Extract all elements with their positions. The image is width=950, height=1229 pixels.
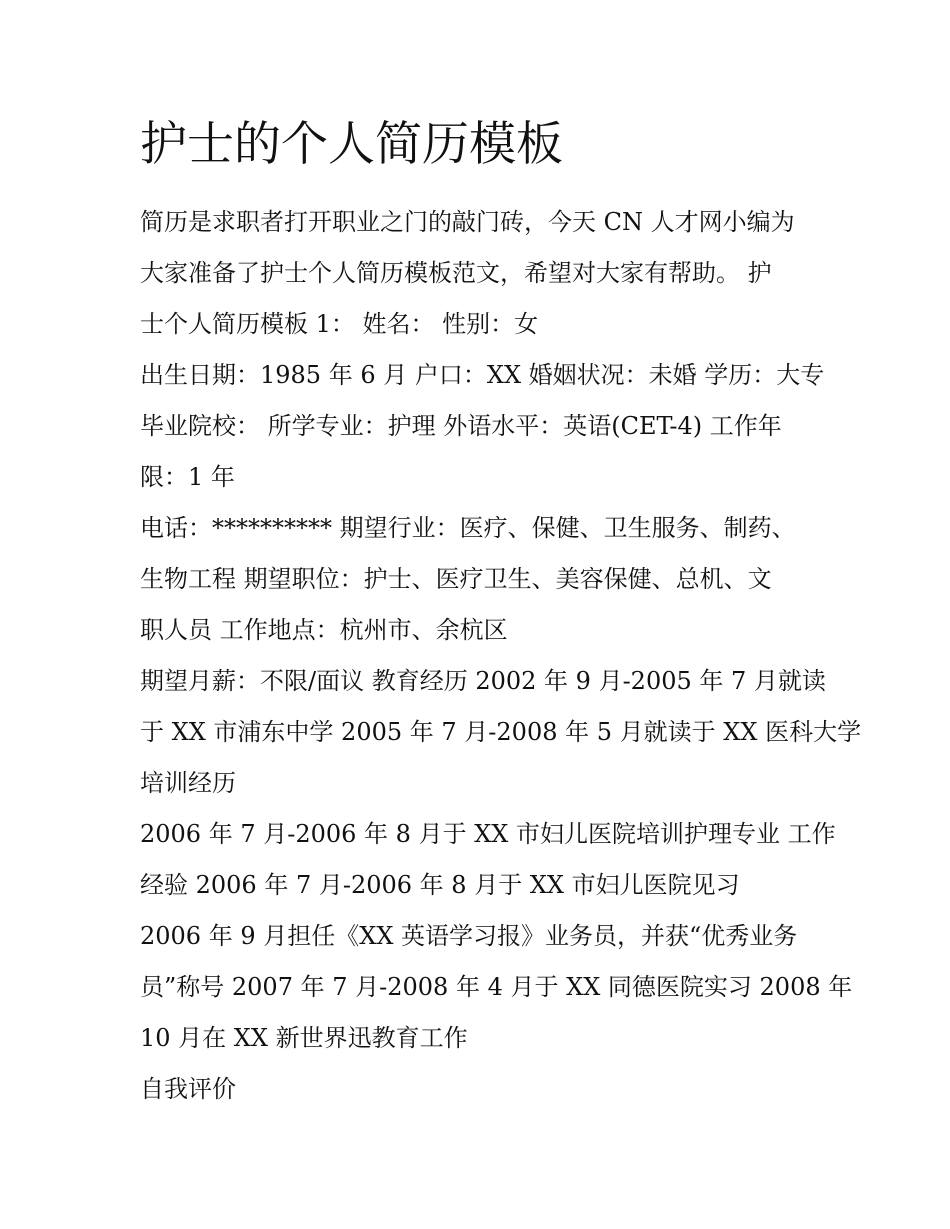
self-evaluation-heading: 自我评价 [140, 1075, 236, 1103]
education-line-2: 于 XX 市浦东中学 2005 年 7 月-2008 年 5 月就读于 XX 医科大学 [140, 718, 862, 746]
training-heading: 培训经历 [140, 769, 236, 797]
personal-info-line-1: 士个人简历模板 1： 姓名： 性别：女 [140, 310, 539, 338]
education-line-1: 期望月薪：不限/面议 教育经历 2002 年 9 月-2005 年 7 月就读 [140, 667, 826, 695]
intro-line-2: 大家准备了护士个人简历模板范文，希望对大家有帮助。 护 [140, 259, 772, 287]
job-intent-line-3: 职人员 工作地点：杭州市、余杭区 [140, 616, 508, 644]
personal-info-line-3: 毕业院校： 所学专业：护理 外语水平：英语(CET-4) 工作年 [140, 412, 782, 440]
training-line-1: 2006 年 7 月-2006 年 8 月于 XX 市妇儿医院培训护理专业 工作 [140, 820, 836, 848]
personal-info-line-2: 出生日期：1985 年 6 月 户口：XX 婚姻状况：未婚 学历：大专 [140, 361, 825, 389]
job-intent-line-1: 电话：********** 期望行业：医疗、保健、卫生服务、制药、 [140, 514, 796, 542]
experience-line-4: 10 月在 XX 新世界迅教育工作 [140, 1024, 468, 1052]
experience-line-3: 员”称号 2007 年 7 月-2008 年 4 月于 XX 同德医院实习 2008 年 [140, 973, 853, 1001]
experience-line-1: 经验 2006 年 7 月-2006 年 8 月于 XX 市妇儿医院见习 [140, 871, 740, 899]
job-intent-line-2: 生物工程 期望职位：护士、医疗卫生、美容保健、总机、文 [140, 565, 772, 593]
experience-line-2: 2006 年 9 月担任《XX 英语学习报》业务员，并获“优秀业务 [140, 922, 798, 950]
intro-line-1: 简历是求职者打开职业之门的敲门砖，今天 CN 人才网小编为 [140, 208, 795, 236]
document-title: 护士的个人简历模板 [140, 117, 563, 172]
personal-info-line-4: 限：1 年 [140, 463, 235, 491]
